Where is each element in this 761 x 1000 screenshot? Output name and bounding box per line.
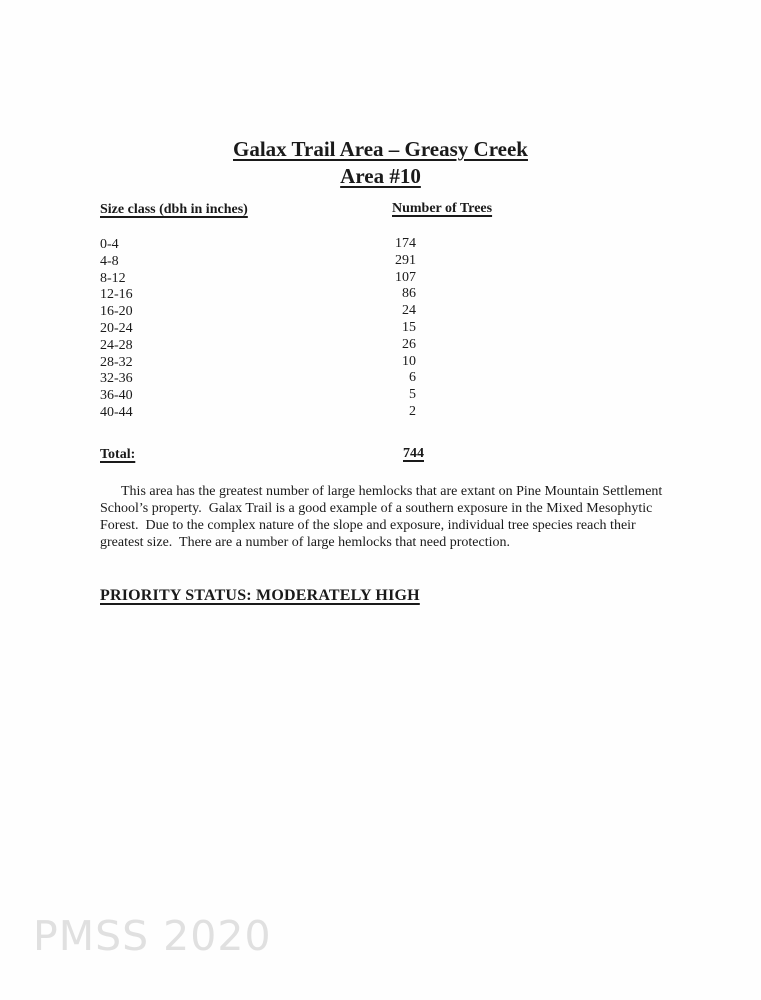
size-class-cell: 12-16 xyxy=(100,287,133,303)
tree-count-cell: 15 xyxy=(402,319,416,335)
size-class-cell: 0-4 xyxy=(100,237,119,252)
tree-count-cell: 24 xyxy=(402,303,416,319)
title-line-2: Area #10 xyxy=(340,164,421,188)
size-class-cell: 24-28 xyxy=(100,337,133,353)
tree-count-column xyxy=(340,236,416,421)
size-class-cell: 32-36 xyxy=(100,371,133,387)
tree-count-cell: 291 xyxy=(395,252,416,268)
document-title xyxy=(0,136,761,190)
tree-count-cell: 86 xyxy=(402,286,416,302)
size-class-cell: 16-20 xyxy=(100,304,133,320)
size-class-cell: 28-32 xyxy=(100,354,133,370)
size-class-cell: 36-40 xyxy=(100,388,133,404)
tree-count-cell: 2 xyxy=(409,403,416,419)
watermark: PMSS 2020 xyxy=(33,912,272,960)
title-line-1: Galax Trail Area – Greasy Creek xyxy=(233,137,528,161)
total-value: 744 xyxy=(403,446,424,461)
tree-count-cell: 6 xyxy=(409,370,416,386)
size-class-cell: 20-24 xyxy=(100,320,133,336)
size-class-cell: 8-12 xyxy=(100,270,126,286)
description-paragraph: This area has the greatest number of large hemlocks that are extant on Pine Mountain Settlement School’s property. Galax Trail is a good example of a southern exposure in the Mixed Mesophytic Forest. Due to the complex nature of the slope and exposure, individual tree species reach their greatest size. There are a number of large hemlocks that need protection. xyxy=(100,484,666,550)
priority-status: PRIORITY STATUS: MODERATELY HIGH xyxy=(100,587,420,604)
total-label: Total: xyxy=(100,447,136,462)
column-header-size-class: Size class (dbh in inches) xyxy=(100,202,248,217)
size-class-column xyxy=(100,237,133,422)
tree-count-cell: 107 xyxy=(395,269,416,285)
tree-count-cell: 10 xyxy=(402,353,416,369)
tree-count-cell: 5 xyxy=(409,387,416,403)
size-class-cell: 4-8 xyxy=(100,253,119,269)
column-header-number-of-trees: Number of Trees xyxy=(392,201,493,216)
tree-count-cell: 26 xyxy=(402,336,416,352)
tree-count-cell: 174 xyxy=(395,236,416,251)
size-class-cell: 40-44 xyxy=(100,404,133,420)
